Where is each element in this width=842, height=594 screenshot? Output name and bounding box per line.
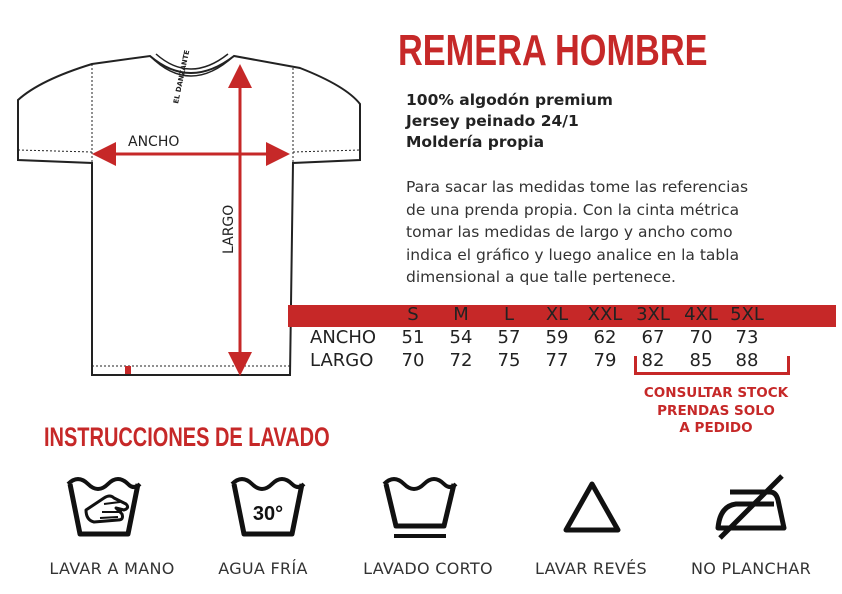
instruction-line: de una prenda propia. Con la cinta métrica <box>406 200 740 219</box>
table-cell: 72 <box>449 350 473 371</box>
table-cell: 88 <box>735 350 759 371</box>
feature-item: Moldería propia <box>406 133 545 151</box>
size-label: M <box>453 304 469 325</box>
measure-instructions <box>406 176 836 289</box>
stock-note <box>628 385 804 438</box>
no-iron-icon <box>712 470 792 542</box>
row-label: ANCHO <box>310 327 377 348</box>
instruction-line: Para sacar las medidas tome las referencias <box>406 178 749 196</box>
product-title: REMERA HOMBRE <box>398 26 708 75</box>
table-cell: 70 <box>689 327 713 348</box>
row-label: LARGO <box>310 350 374 371</box>
table-cell: 67 <box>641 327 665 348</box>
table-cell: 75 <box>497 350 521 371</box>
wash-caption: AGUA FRÍA <box>218 559 308 578</box>
size-label: 5XL <box>730 304 764 325</box>
size-header-row <box>395 304 795 328</box>
cold-water-icon <box>228 470 308 542</box>
width-label: ANCHO <box>128 134 180 150</box>
instruction-line: indica el gráfico y luego analice en la tabla <box>406 245 740 264</box>
table-cell: 59 <box>545 327 569 348</box>
wash-caption: LAVADO CORTO <box>363 559 493 578</box>
table-cell: 85 <box>689 350 713 371</box>
wash-instructions-title: INSTRUCCIONES DE LAVADO <box>44 422 330 452</box>
triangle-icon <box>552 470 632 542</box>
feature-item: 100% algodón premium <box>406 91 613 109</box>
instruction-line: tomar las medidas de largo y ancho como <box>406 223 733 241</box>
table-cell: 73 <box>735 327 759 348</box>
stock-note-line: PRENDAS SOLO <box>657 402 775 419</box>
stock-note-line: A PEDIDO <box>679 420 753 436</box>
table-row-ancho <box>310 327 830 351</box>
table-cell: 82 <box>641 350 665 371</box>
tshirt-outline <box>18 56 360 375</box>
short-wash-icon <box>380 470 460 542</box>
table-cell: 62 <box>593 327 617 348</box>
table-cell: 54 <box>449 327 473 348</box>
size-label: XXL <box>587 304 623 325</box>
stock-note-line: CONSULTAR STOCK <box>643 385 789 401</box>
temperature-label: 30° <box>252 503 284 525</box>
instruction-line: dimensional a que talle pertenece. <box>406 268 676 286</box>
table-cell: 57 <box>497 327 521 348</box>
feature-item: Jersey peinado 24/1 <box>406 112 579 130</box>
size-label: XL <box>545 304 569 325</box>
size-label: 3XL <box>636 304 670 325</box>
size-label: S <box>407 304 419 325</box>
length-label: LARGO <box>221 204 237 254</box>
tag-mark <box>125 366 131 374</box>
size-label: 4XL <box>684 304 718 325</box>
stock-bracket <box>634 356 790 375</box>
table-cell: 51 <box>401 327 425 348</box>
wash-caption: NO PLANCHAR <box>690 559 812 578</box>
wash-caption: LAVAR REVÉS <box>534 559 647 578</box>
size-label: L <box>503 304 515 325</box>
hand-wash-icon <box>64 470 144 542</box>
wash-caption: LAVAR A MANO <box>49 559 175 578</box>
table-cell: 79 <box>593 350 617 371</box>
brand-label: EL DANZANTE <box>172 49 192 105</box>
features-list <box>406 90 613 153</box>
table-cell: 77 <box>545 350 569 371</box>
table-cell: 70 <box>401 350 425 371</box>
